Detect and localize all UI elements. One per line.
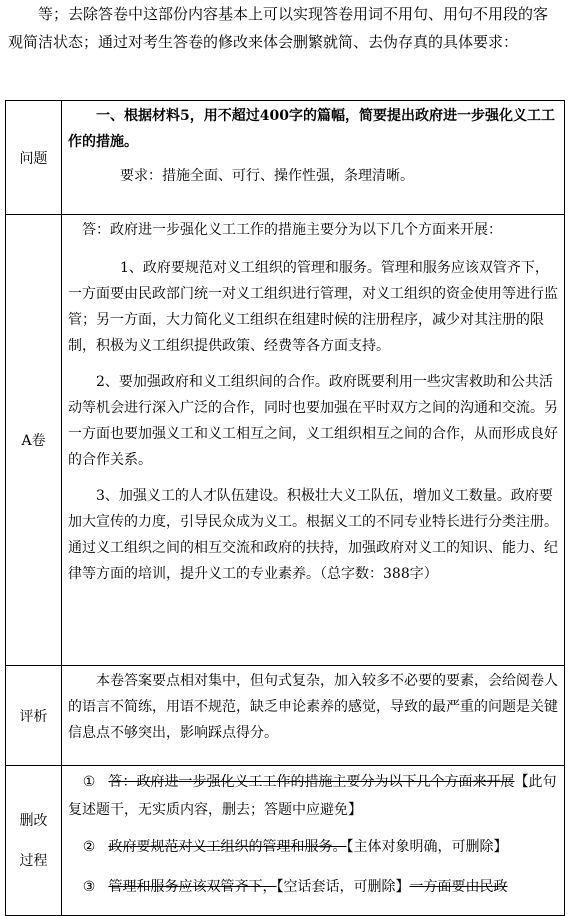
- question-requirement: 要求：措施全面、可行、操作性强，条理清晰。: [120, 168, 414, 184]
- edit-item-3-after-text: 一方面要由民政: [409, 879, 508, 895]
- review-text: 本卷答案要点相对集中，但句式复杂，加入较多不必要的要素，会给阅卷人的语言不简练，用语不规范，缺乏申论素养的感觉，导致的最严重的问题是关键信息点不够突出，影响踩点得分。: [68, 673, 558, 741]
- answer-paragraph-1: 1、政府要规范对义工组织的管理和服务。管理和服务应该双管齐下，一方面要由民政部门统一对义工组织进行管理，对义工组织的资金使用等进行监管；另一方面，大力简化义工组织在组建时候的注册程序，减少对其注册的限制，积极为义工组织提供政策、经费等各方面支持。: [68, 260, 558, 354]
- edit-item-3: [68, 874, 558, 900]
- answer-a-row: [6, 215, 565, 666]
- question-cell: [62, 101, 565, 215]
- edit-label-line-1: 删改: [19, 812, 48, 829]
- edit-item-2: [68, 834, 558, 860]
- answer-comparison-table: [5, 100, 565, 916]
- edit-item-1: [68, 768, 558, 824]
- edit-process-label: [6, 766, 62, 916]
- answer-intro: 答：政府进一步强化义工工作的措施主要分为以下几个方面来开展：: [82, 222, 502, 238]
- review-row: [6, 666, 565, 766]
- question-row: [6, 101, 565, 215]
- question-label: 问题: [6, 101, 62, 215]
- edit-item-3-struck-text: 管理和服务应该双管齐下，: [108, 879, 277, 895]
- answer-paragraph-2: 2、要加强政府和义工组织间的合作。政府既要利用一些灾害救助和公共活动等机会进行深入广泛的合作，同时也要加强在平时双方之间的沟通和交流。另一方面也要加强义工和义工相互之间，义工组织相互之间的合作，从而形成良好的合作关系。: [68, 374, 558, 468]
- edit-item-1-note: 【此句复述题干，无实质内容，删去；答题中应避免】: [68, 774, 557, 818]
- review-label: 评析: [6, 666, 62, 766]
- review-cell: [62, 666, 565, 766]
- intro-paragraph: 等；去除答卷中这部份内容基本上可以实现答卷用词不用句、用句不用段的客观简洁状态；通过对考生答卷的修改来体会删繁就简、去伪存真的具体要求：: [8, 5, 549, 51]
- edit-item-2-number: ②: [82, 839, 96, 855]
- edit-item-1-number: ①: [82, 774, 96, 790]
- answer-paragraph-3: 3、加强义工的人才队伍建设。积极壮大义工队伍，增加义工数量。政府要加大宣传的力度，引导民众成为义工。根据义工的不同专业特长进行分类注册。通过义工组织之间的相互交流和政府的扶持，加强政府对义工的知识、能力、纪律等方面的培训，提升义工的专业素养。（总字数：388字）: [68, 488, 558, 582]
- answer-a-cell: [62, 215, 565, 666]
- edit-item-3-note: 【空话套话，可删除】: [276, 879, 410, 895]
- edit-label-line-2: 过程: [19, 852, 48, 869]
- edit-item-3-number: ③: [82, 879, 96, 895]
- edit-process-row: [6, 766, 565, 916]
- edit-item-2-struck-text: 政府要规范对义工组织的管理和服务。: [108, 839, 347, 855]
- edit-process-cell: [62, 766, 565, 916]
- edit-item-1-struck-text: 答：政府进一步强化义工工作的措施主要分为以下几个方面来开展: [108, 774, 515, 790]
- edit-item-2-note: 【主体对象明确，可删除】: [346, 839, 508, 855]
- answer-a-label: A卷: [6, 215, 62, 666]
- question-title: 一、根据材料5，用不超过400字的篇幅，简要提出政府进一步强化义工工作的措施。: [68, 108, 555, 150]
